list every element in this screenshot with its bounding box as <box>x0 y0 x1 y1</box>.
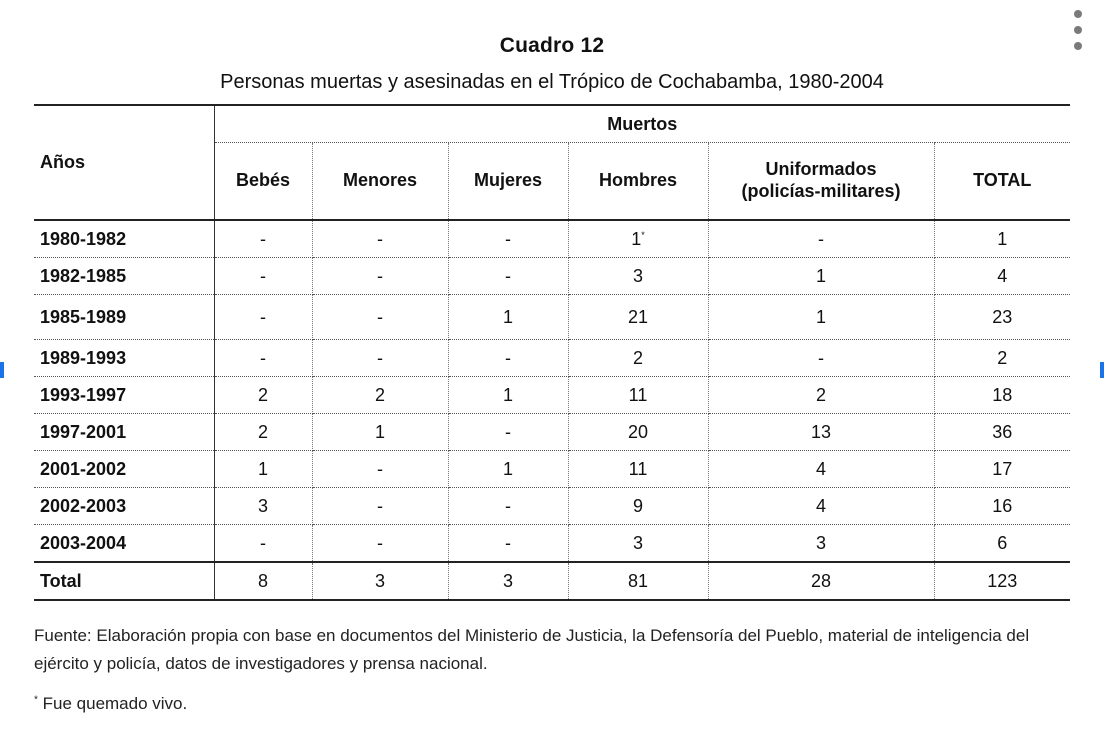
table-row <box>34 295 1070 340</box>
row-years: 1997-2001 <box>34 414 214 451</box>
uniformados-label: Uniformados <box>765 159 877 180</box>
table-cell: 16 <box>934 488 1070 525</box>
table-cell: 1 <box>214 451 312 488</box>
years-header: Años <box>34 105 214 220</box>
table-cell <box>568 220 708 258</box>
table-cell: 2 <box>934 340 1070 377</box>
table-row <box>34 340 1070 377</box>
table-cell: - <box>214 258 312 295</box>
table-row <box>34 258 1070 295</box>
row-years: 1980-1982 <box>34 220 214 258</box>
footnote-marker: * <box>34 694 38 706</box>
table-cell: 123 <box>934 562 1070 600</box>
table-cell: 20 <box>568 414 708 451</box>
column-header-uniformados <box>708 143 934 221</box>
table-cell: - <box>214 340 312 377</box>
footnote-text: Fue quemado vivo. <box>42 694 188 713</box>
table-cell: - <box>312 340 448 377</box>
table-cell: 6 <box>934 525 1070 563</box>
table-cell: 3 <box>214 488 312 525</box>
table-cell: 2 <box>312 377 448 414</box>
row-years: 1993-1997 <box>34 377 214 414</box>
table-cell: 2 <box>708 377 934 414</box>
muertos-header: Muertos <box>214 105 1070 143</box>
cell-value: 1 <box>631 228 642 249</box>
table-cell: - <box>214 295 312 340</box>
table-row <box>34 525 1070 563</box>
table-cell: - <box>448 414 568 451</box>
table-cell: - <box>708 220 934 258</box>
table-cell: 23 <box>934 295 1070 340</box>
table-cell: 1 <box>448 451 568 488</box>
table-cell: 1 <box>448 295 568 340</box>
table-cell: - <box>312 525 448 563</box>
table-cell: - <box>708 340 934 377</box>
row-years: 2003-2004 <box>34 525 214 563</box>
table-cell: - <box>214 220 312 258</box>
column-header-hombres: Hombres <box>568 143 708 221</box>
table-cell: - <box>448 220 568 258</box>
table-cell: 3 <box>568 258 708 295</box>
table-row <box>34 377 1070 414</box>
table-cell: 4 <box>934 258 1070 295</box>
table-cell: 81 <box>568 562 708 600</box>
table-cell: - <box>448 340 568 377</box>
table-cell: 3 <box>568 525 708 563</box>
left-edge-marker <box>0 362 4 378</box>
menu-dot <box>1074 26 1082 34</box>
table-cell: - <box>312 220 448 258</box>
table-cell: - <box>448 525 568 563</box>
table-subtitle: Personas muertas y asesinadas en el Trópico de Cochabamba, 1980-2004 <box>220 71 884 93</box>
deaths-table <box>34 104 1070 601</box>
table-cell: - <box>448 488 568 525</box>
table-row <box>34 220 1070 258</box>
table-cell: 36 <box>934 414 1070 451</box>
table-cell: 1 <box>448 377 568 414</box>
table-cell: 11 <box>568 377 708 414</box>
table-cell: 17 <box>934 451 1070 488</box>
table-cell: 11 <box>568 451 708 488</box>
table-cell: 2 <box>214 414 312 451</box>
table-row <box>34 488 1070 525</box>
table-cell: 2 <box>214 377 312 414</box>
row-years: 2001-2002 <box>34 451 214 488</box>
table-cell: 8 <box>214 562 312 600</box>
table-cell: 9 <box>568 488 708 525</box>
table-cell: - <box>312 488 448 525</box>
table-cell: - <box>312 295 448 340</box>
table-cell: 2 <box>568 340 708 377</box>
table-cell: - <box>214 525 312 563</box>
table-cell: 3 <box>448 562 568 600</box>
table-body <box>34 220 1070 600</box>
table-cell: 18 <box>934 377 1070 414</box>
table-cell: 1 <box>708 258 934 295</box>
uniformados-sublabel: (policías-militares) <box>741 181 901 201</box>
column-header-bebes: Bebés <box>214 143 312 221</box>
source-note: Fuente: Elaboración propia con base en documentos del Ministerio de Justicia, la Defensoría del Pueblo, material de inteligencia del ejército y policía, datos de investigadores y prensa nacional. <box>34 626 1030 673</box>
table-cell: - <box>312 451 448 488</box>
menu-dot <box>1074 10 1082 18</box>
table-cell: - <box>448 258 568 295</box>
row-years: Total <box>34 562 214 600</box>
table-cell: 4 <box>708 451 934 488</box>
table-cell: - <box>312 258 448 295</box>
right-edge-marker <box>1100 362 1104 378</box>
table-row <box>34 414 1070 451</box>
menu-dot <box>1074 42 1082 50</box>
column-header-total: TOTAL <box>934 143 1070 221</box>
table-cell: 1 <box>312 414 448 451</box>
row-years: 1982-1985 <box>34 258 214 295</box>
row-years: 2002-2003 <box>34 488 214 525</box>
table-cell: 13 <box>708 414 934 451</box>
footnote-marker: * <box>641 229 645 240</box>
table-row <box>34 451 1070 488</box>
table-cell: 4 <box>708 488 934 525</box>
column-header-mujeres: Mujeres <box>448 143 568 221</box>
table-row <box>34 562 1070 600</box>
table-cell: 28 <box>708 562 934 600</box>
table-title: Cuadro 12 <box>499 34 605 57</box>
footnote <box>34 694 1074 714</box>
row-years: 1989-1993 <box>34 340 214 377</box>
table-cell: 1 <box>934 220 1070 258</box>
table-cell: 3 <box>708 525 934 563</box>
table-cell: 1 <box>708 295 934 340</box>
table-cell: 3 <box>312 562 448 600</box>
table-cell: 21 <box>568 295 708 340</box>
row-years: 1985-1989 <box>34 295 214 340</box>
column-header-menores: Menores <box>312 143 448 221</box>
more-options-icon[interactable] <box>1070 10 1086 50</box>
